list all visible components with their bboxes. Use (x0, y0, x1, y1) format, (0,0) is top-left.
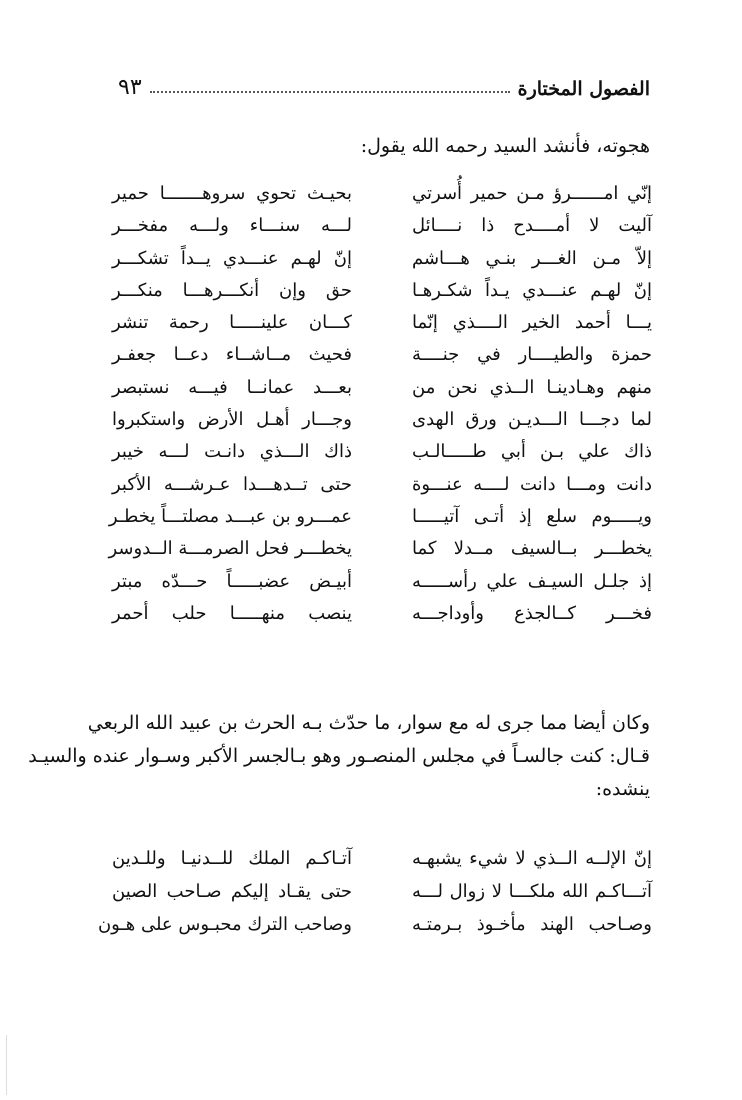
margin-scan-line (6, 1035, 7, 1095)
intro-line: هجوته، فأنشد السيد رحمه الله يقول: (360, 135, 650, 157)
dotted-leader (150, 91, 510, 93)
verse (112, 183, 652, 215)
verse-second-hemistich: ذاك الـــذي دانـت لـــه خيبر (112, 441, 352, 463)
verse (112, 215, 652, 247)
verse-first-hemistich: آليت لا أمــــدح ذا نــــائل (412, 215, 652, 237)
verse-second-hemistich: حتى يقـاد إليكم صـاحب الصين (112, 881, 352, 902)
running-title: الفصول المختارة (517, 78, 650, 100)
verse-first-hemistich: لما دجـــا الـــديـن ورق الهدى (412, 409, 652, 431)
verse-second-hemistich: حتى تــدهـــدا عـرشـــه الأكبر (112, 473, 352, 495)
verse (112, 312, 652, 344)
verse-first-hemistich: إنّ لهـم عنـــدي يـداً شكـرهـا (412, 279, 652, 301)
poem-second (97, 848, 652, 947)
verse-second-hemistich: عمـــرو بن عبـــد مصلتـــاً يخطـر (108, 505, 352, 527)
verse (112, 848, 652, 881)
prose-line: قـال: كنت جالسـاً في مجلس المنصـور وهو بـالجسر الأكبر وسـوار عنده والسيـد (28, 745, 650, 767)
verse (108, 538, 652, 570)
verse (108, 505, 652, 538)
page-number: ٩٣ (118, 75, 142, 100)
verse-second-hemistich: حق وإن أنكـــرهـــا منكـــر (112, 279, 352, 301)
verse (112, 474, 652, 506)
verse-first-hemistich: إلاّ مـن الغـــر بنـي هـــاشم (412, 247, 652, 269)
verse-first-hemistich: إنّي امــــــرؤ مـن حمير أُسرتي (412, 183, 652, 204)
verse-second-hemistich: أبيـض عضبـــــاً حـــدّه مبتر (112, 570, 352, 592)
verse-second-hemistich: آتـاكـم الملك للــدنيـا وللـدين (112, 848, 352, 869)
verse-first-hemistich: حمزة والطيــــار في جنــــة (412, 344, 652, 366)
verse-second-hemistich: كـــان علينـــــا رحمة تنشر (112, 312, 352, 334)
verse-first-hemistich: آتـــاكـم الله ملكـــا لا زوال لـــه (412, 881, 652, 902)
verse-second-hemistich: يخطـــر فحل الصرمـــة الــدوسر (108, 538, 352, 560)
verse-second-hemistich: وصاحب الترك محبـوس على هـون (97, 914, 352, 935)
verse-second-hemistich: لـــه سنـــاء ولـــه مفخـــر (112, 215, 352, 237)
running-header (118, 68, 650, 100)
verse (112, 571, 652, 603)
verse-second-hemistich: وجـــار أهـل الأرض واستكبروا (112, 409, 352, 431)
verse-first-hemistich: ويـــــوم سلع إذ أتـى آتيـــــا (412, 505, 652, 527)
verse (112, 280, 652, 312)
prose-line: وكان أيضا مما جرى له مع سوار، ما حدّث بـه الحرث بن عبيد الله الربعي (87, 712, 650, 734)
prose-line: ينشده: (595, 778, 650, 800)
verse-first-hemistich: فخـــر كــالجذع وأوداجـــه (412, 602, 652, 624)
poem-first (108, 183, 652, 635)
verse (112, 441, 652, 473)
verse-first-hemistich: إنّ الإلــه الــذي لا شيء يشبهـه (412, 848, 652, 869)
verse (112, 377, 652, 409)
verse-first-hemistich: دانت ومـــا دانت لــــه عنـــوة (412, 473, 652, 495)
verse-first-hemistich: ذاك علي بـن أبي طـــــالـب (412, 441, 652, 463)
verse-first-hemistich: يخطـــر بــالسيف مــدلا كما (412, 538, 652, 560)
verse-first-hemistich: إذ جلـل السيـف علي رأســـــه (412, 570, 652, 592)
verse-first-hemistich: منهم وهـادينـا الــذي نحن من (412, 376, 652, 398)
verse-second-hemistich: بحيـث تحوي سروهـــــــا حمير (112, 183, 352, 204)
verse (112, 248, 652, 280)
verse-first-hemistich: يـــا أحمد الخير الــــذي إنّما (412, 312, 652, 334)
verse-second-hemistich: ينصب منهـــــا حلب أحمر (112, 602, 352, 624)
verse-first-hemistich: وصـاحب الهند مأخـوذ بـرمتـه (412, 914, 652, 935)
verse (97, 914, 652, 947)
verse (112, 881, 652, 914)
verse (112, 344, 652, 376)
verse-second-hemistich: بعـــد عمانــا فيـــه نستبصر (112, 376, 352, 398)
verse (112, 603, 652, 635)
verse-second-hemistich: إنّ لهـم عنـــدي يــداً تشكـــر (112, 247, 352, 269)
prose-paragraph (28, 712, 650, 811)
verse-second-hemistich: فحيث مــاشــاء دعــا جعفـر (112, 344, 352, 366)
verse (112, 409, 652, 441)
